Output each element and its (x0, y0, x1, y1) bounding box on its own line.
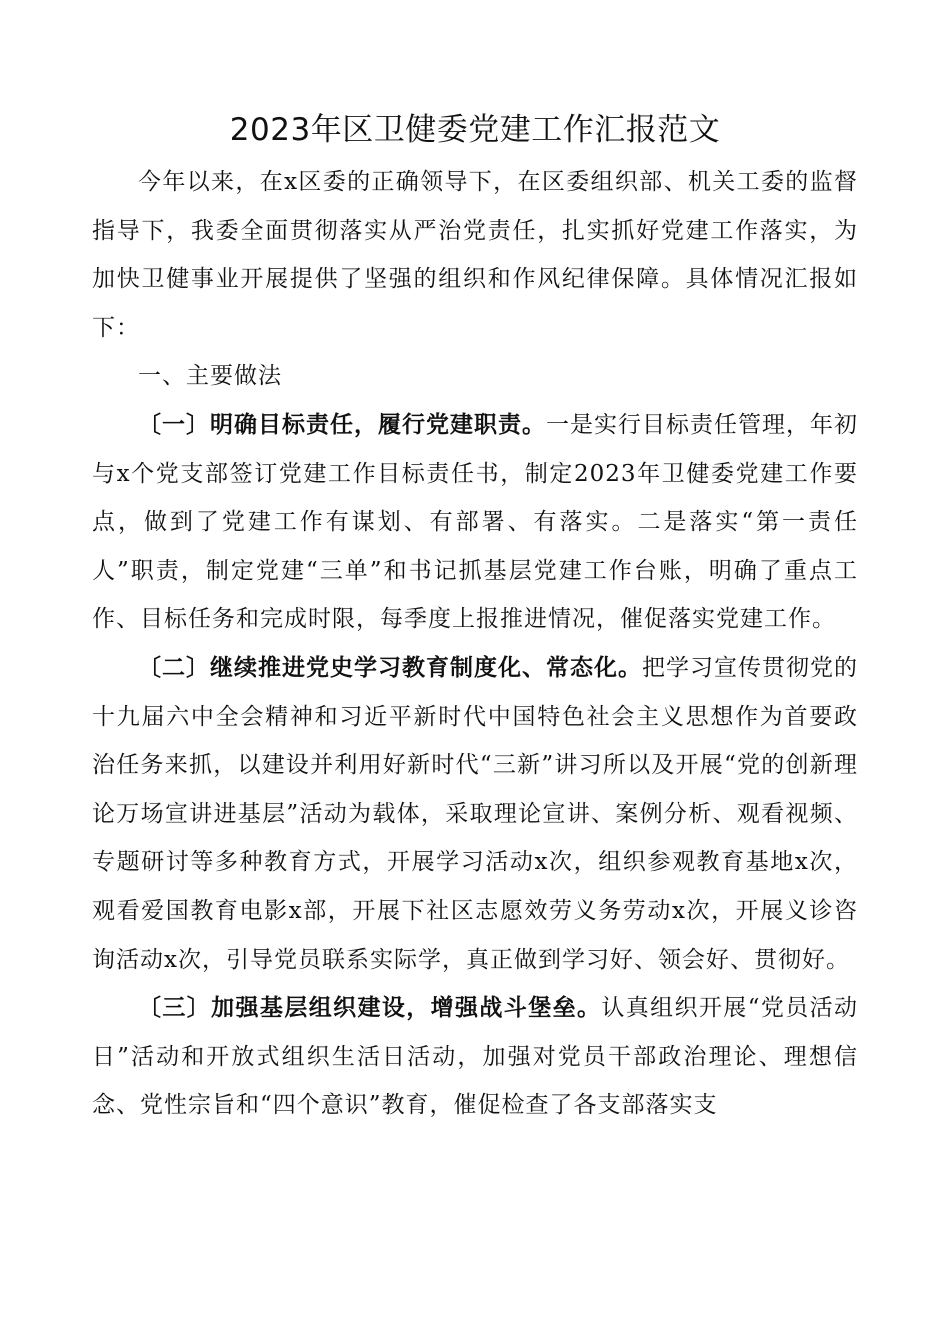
item-2-body: 把学习宣传贯彻党的十九届六中全会精神和习近平新时代中国特色社会主义思想作为首要政治任务来抓，以建设并利用好新时代“三新”讲习所以及开展“党的创新理论万场宣讲进基层”活动为载体，采取理论宣讲、案例分析、观看视频、专题研讨等多种教育方式，开展学习活动x次，组织参观教育基地x次，观看爱国教育电影x部，开展下社区志愿效劳义务劳动x次，开展义诊咨询活动x次，引导党员联系实际学，真正做到学习好、领会好、贯彻好。 (92, 654, 858, 973)
item-1-body: 一是实行目标责任管理，年初与x个党支部签订党建工作目标责任书，制定2023年卫健委党建工作要点，做到了党建工作有谋划、有部署、有落实。二是落实“第一责任人”职责，制定党建“三单”和书记抓基层党建工作台账，明确了重点工作、目标任务和完成时限，每季度上报推进情况，催促落实党建工作。 (92, 411, 858, 633)
item-1-paragraph (92, 401, 858, 644)
section-heading-main-practices: 一、主要做法 (138, 363, 282, 390)
item-1-lead: 〔一〕明确目标责任，履行党建职责。 (138, 410, 546, 438)
item-2-lead: 〔二〕继续推进党史学习教育制度化、常态化。 (138, 653, 642, 681)
item-3-lead: 〔三〕加强基层组织建设，增强战斗堡垒。 (138, 994, 602, 1022)
item-2-paragraph (92, 644, 858, 984)
item-3-body: 认真组织开展“党员活动日”活动和开放式组织生活日活动，加强对党员干部政治理论、理想信念、党性宗旨和“四个意识”教育，催促检查了各支部落实支 (92, 995, 859, 1119)
item-3-paragraph (92, 984, 858, 1130)
intro-paragraph: 今年以来，在x区委的正确领导下，在区委组织部、机关工委的监督指导下，我委全面贯彻落实从严治党责任，扎实抓好党建工作落实，为加快卫健事业开展提供了坚强的组织和作风纪律保障。具体情况汇报如下： (92, 169, 858, 341)
document-title: 2023年区卫健委党建工作汇报范文 (229, 112, 721, 148)
